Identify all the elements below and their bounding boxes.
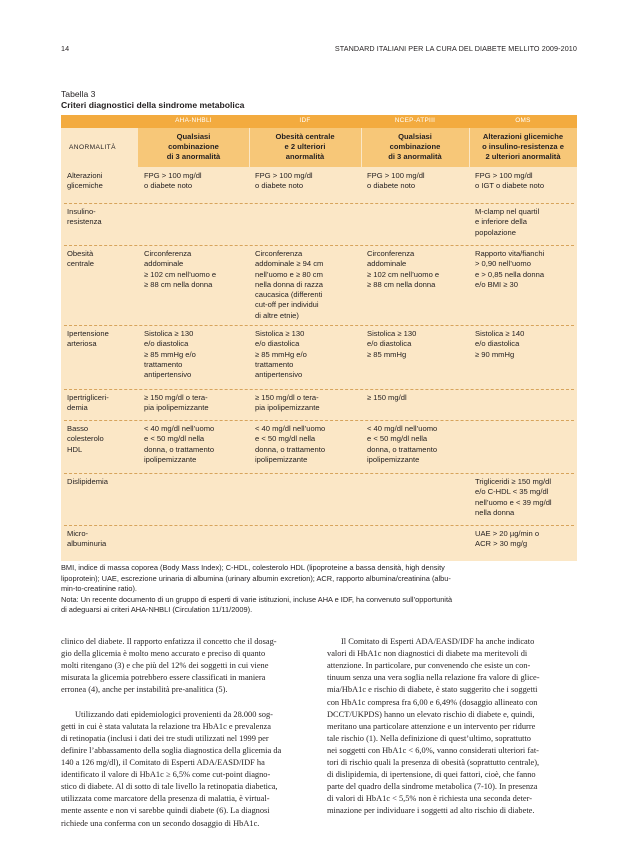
row-label: Ipertensione arteriosa xyxy=(67,329,109,349)
table-cell xyxy=(142,203,249,207)
body-paragraph: Utilizzando dati epidemiologici provenienti da 28.000 sog- getti in cui è stata valutata la relazione tra HbA1c e prevalenza di retinopatia (inclusi i dati dei tre studi utilizzati nel 1999 per definire l’abbassamento della soglia diagnostica della glicemia da 140 a 126 mg/dl), il Comitato di Esperti ADA/EASD/IDF ha identificato il valore di HbA1c ≥ 6,5% come cut-point diagno- stico di diabete. Al di sotto di tale livello la retinopatia diabetica, utilizzata come marcatore della presenza di malattia, è virtual- mente assente e non vi sarebbe quindi diabete (6). La diagnosi richiede una conferma con un secondo dosaggio di HbA1c. xyxy=(61,709,282,828)
col-criterion-idf: Obesità centrale e 2 ulteriori anormalità xyxy=(275,132,335,161)
table-cell: Circonferenza addominale ≥ 94 cm nell’uomo e ≥ 80 cm nella donna di razza caucasica (differenti cut-off per individui di altre etnie) xyxy=(255,249,324,320)
body-column-right xyxy=(327,624,577,830)
page-number: 14 xyxy=(61,44,70,53)
table-row xyxy=(61,167,577,203)
table-cell xyxy=(365,473,469,477)
table-cell: Rapporto vita/fianchi > 0,90 nell’uomo e > 0,85 nella donna e/o BMI ≥ 30 xyxy=(475,249,545,289)
table-footnote: BMI, indice di massa coporea (Body Mass Index); C-HDL, colesterolo HDL (lipoproteine a bassa densità, high density lipoprotein); UAE, escrezione urinaria di albumina (urinary albumin excretion); ACR, rapporto albumina/creatinina (albu- min-to-creatinine ratio). Nota: Un recente documento di un gruppo di esperti di varie istituzioni, incluse AHA e IDF, ha convenuto sull’opportunità di adeguarsi ai criteri AHA-NHBLI (Circulation 11/11/2009). xyxy=(61,563,453,615)
body-column-left xyxy=(61,624,311,842)
table-cell: Trigliceridi ≥ 150 mg/dl e/o C-HDL < 35 mg/dl nell’uomo e < 39 mg/dl nella donna xyxy=(475,477,552,517)
table-cell: FPG > 100 mg/dl o diabete noto xyxy=(367,171,425,191)
header-divider xyxy=(249,128,250,167)
row-label: Alterazioni glicemiche xyxy=(67,171,103,191)
row-label: Obesità centrale xyxy=(67,249,95,269)
table-row xyxy=(61,389,577,420)
metabolic-syndrome-table xyxy=(61,115,577,561)
table-cell xyxy=(253,203,361,207)
running-title: STANDARD ITALIANI PER LA CURA DEL DIABETE MELLITO 2009-2010 xyxy=(334,44,577,53)
table-cell: < 40 mg/dl nell’uomo e < 50 mg/dl nella donna, o trattamento ipolipemizzante xyxy=(144,424,215,464)
row-header-label-cell xyxy=(61,128,138,167)
row-label: Basso colesterolo HDL xyxy=(67,424,104,454)
table-cell xyxy=(365,525,469,529)
table-cell xyxy=(142,473,249,477)
row-label: Insulino- resistenza xyxy=(67,207,102,227)
table-cell xyxy=(253,473,361,477)
table-cell: < 40 mg/dl nell’uomo e < 50 mg/dl nella donna, o trattamento ipolipemizzante xyxy=(367,424,438,464)
table-title: Criteri diagnostici della sindrome metabolica xyxy=(61,100,245,110)
row-label: Ipertrigliceri- demia xyxy=(67,393,109,413)
table-cell: ≥ 150 mg/dl xyxy=(367,393,407,402)
table-cell xyxy=(253,525,361,529)
table-cell: Circonferenza addominale ≥ 102 cm nell’uomo e ≥ 88 cm nella donna xyxy=(144,249,217,289)
table-cell xyxy=(142,525,249,529)
table-cell: Sistolica ≥ 130 e/o diastolica ≥ 85 mmHg xyxy=(367,329,417,359)
body-paragraph: Il Comitato di Esperti ADA/EASD/IDF ha anche indicato valori di HbA1c non diagnostici di diabete ma meritevoli di attenzione. In particolare, pur convenendo che esiste un con- tinuum senza una vera soglia nella relazione fra valore di glice- mia/HbA1c e rischio di diabete, è stato suggerito che i soggetti con HbA1c compresa fra 6,00 e 6,49% (dosaggio allineato con DCCT/UKPDS) hanno un elevato rischio di diabete e, quindi, meritano una particolare attenzione e un intervento per ridurre tale rischio (1). Nella definizione di quest’ultimo, soprattutto nei soggetti con HbA1c < 6,0%, vanno considerati ulteriori fat- tori di rischio quali la presenza di obesità (soprattutto centrale), di dislipidemia, di ipertensione, di quei fattori, cioè, che fanno parte del quadro della sindrome metabolica (7-10). In presenza di valori di HbA1c < 5,5% non è richiesta una seconda deter- minazione per individuare i soggetti ad alto rischio di diabete. xyxy=(327,637,540,816)
table-cell: UAE > 20 µg/min o ACR > 30 mg/g xyxy=(475,529,540,549)
col-header-idf: IDF xyxy=(299,117,311,124)
table-cell: FPG > 100 mg/dl o IGT o diabete noto xyxy=(475,171,545,191)
table-number: Tabella 3 xyxy=(61,89,96,99)
table-cell xyxy=(473,420,577,424)
table-cell: Circonferenza addominale ≥ 102 cm nell’uomo e ≥ 88 cm nella donna xyxy=(367,249,440,289)
table-row xyxy=(61,473,577,525)
criteria-header-row xyxy=(61,128,577,167)
table-cell: Sistolica ≥ 130 e/o diastolica ≥ 85 mmHg e/o trattamento antipertensivo xyxy=(255,329,307,380)
organization-header-row xyxy=(61,115,577,128)
table-cell: ≥ 150 mg/dl o tera- pia ipolipemizzante xyxy=(255,393,320,413)
table-row xyxy=(61,203,577,245)
col-criterion-oms: Alterazioni glicemiche o insulino-resistenza e 2 ulteriori anormalità xyxy=(482,132,564,161)
table-cell xyxy=(473,389,577,393)
body-paragraph: clinico del diabete. Il rapporto enfatizza il concetto che il dosag- gio della glicemia è molto meno accurato e preciso di quanto molti ritengano (3) e che più del 12% dei soggetti in cui viene misurata la glicemia potrebbero essere classificati in maniera erronea (4), anche per instabilità pre-analitica (5). xyxy=(61,637,277,695)
table-row xyxy=(61,420,577,473)
table-cell: < 40 mg/dl nell’uomo e < 50 mg/dl nella donna, o trattamento ipolipemizzante xyxy=(255,424,326,464)
table-cell: Sistolica ≥ 130 e/o diastolica ≥ 85 mmHg e/o trattamento antipertensivo xyxy=(144,329,196,380)
table-row xyxy=(61,245,577,325)
col-header-aha: AHA-NHBLI xyxy=(175,117,212,124)
table-row xyxy=(61,325,577,389)
col-criterion-aha: Qualsiasi combinazione di 3 anormalità xyxy=(166,132,221,161)
col-header-ncep: NCEP-ATPIII xyxy=(394,117,436,124)
table-cell: Sistolica ≥ 140 e/o diastolica ≥ 90 mmHg xyxy=(475,329,525,359)
table-row xyxy=(61,525,577,561)
header-divider xyxy=(361,128,362,167)
table-cell xyxy=(365,203,469,207)
row-label: Micro- albuminuria xyxy=(67,529,107,549)
table-caption xyxy=(61,89,244,111)
table-cell: FPG > 100 mg/dl o diabete noto xyxy=(144,171,202,191)
header-divider xyxy=(469,128,470,167)
running-header xyxy=(61,44,577,56)
table-cell: ≥ 150 mg/dl o tera- pia ipolipemizzante xyxy=(144,393,209,413)
col-criterion-ncep: Qualsiasi combinazione di 3 anormalità xyxy=(388,132,442,161)
row-label: Dislipidemia xyxy=(67,477,108,486)
row-header-label: ANORMALITÀ xyxy=(69,144,116,151)
table-cell: M-clamp nel quartil e inferiore della popolazione xyxy=(475,207,540,237)
table-cell: FPG > 100 mg/dl o diabete noto xyxy=(255,171,313,191)
col-header-oms: OMS xyxy=(515,117,531,124)
